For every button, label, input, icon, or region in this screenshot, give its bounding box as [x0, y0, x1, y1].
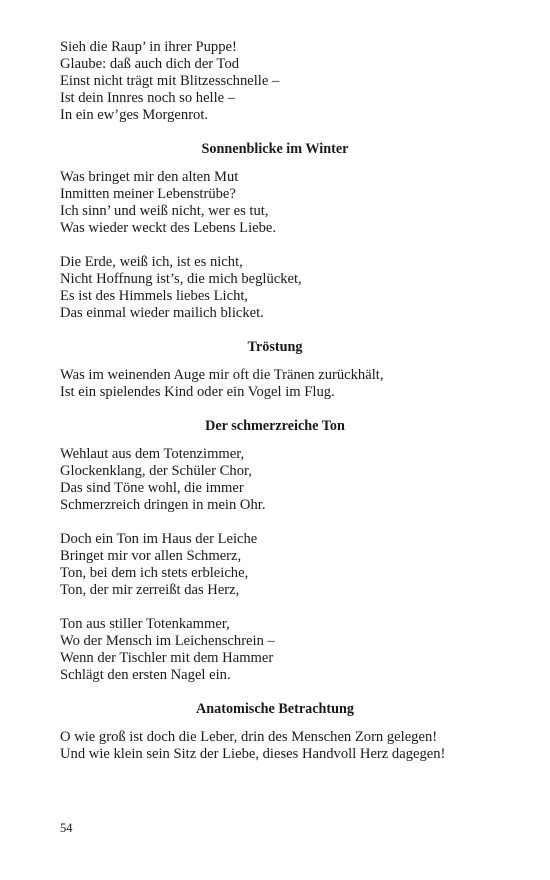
verse-line: Einst nicht trägt mit Blitzesschnelle –: [60, 73, 280, 89]
poem-troestung: [60, 339, 490, 401]
verse-line: Was wieder weckt des Lebens Liebe.: [60, 220, 277, 236]
poem-anatomische-betrachtung: [60, 701, 490, 763]
verse-line: Das sind Töne wohl, die immer: [60, 480, 244, 496]
verse-line: Glaube: daß auch dich der Tod: [60, 56, 240, 72]
verse-line: Und wie klein sein Sitz der Liebe, dieses Handvoll Herz dagegen!: [60, 746, 446, 762]
verse-line: Was bringet mir den alten Mut: [60, 169, 239, 185]
stanza: [60, 446, 490, 514]
verse-line: Die Erde, weiß ich, ist es nicht,: [60, 254, 243, 270]
verse-line: Ist ein spielendes Kind oder ein Vogel im Flug.: [60, 384, 335, 400]
verse-line: Inmitten meiner Lebenstrübe?: [60, 186, 236, 202]
verse-line: Wehlaut aus dem Totenzimmer,: [60, 446, 245, 462]
verse-line: Ton, bei dem ich stets erbleiche,: [60, 565, 249, 581]
verse-line: Ton aus stiller Totenkammer,: [60, 616, 230, 632]
stanza: [60, 729, 490, 763]
verse-line: In ein ew’ges Morgenrot.: [60, 107, 209, 123]
verse-line: Glockenklang, der Schüler Chor,: [60, 463, 252, 479]
stanza: [60, 616, 490, 684]
poem-title: Sonnenblicke im Winter: [201, 141, 349, 157]
stanza: [60, 169, 490, 237]
stanza: [60, 254, 490, 322]
verse-line: Es ist des Himmels liebes Licht,: [60, 288, 249, 304]
verse-line: O wie groß ist doch die Leber, drin des Menschen Zorn gelegen!: [60, 729, 438, 745]
verse-line: Schlägt den ersten Nagel ein.: [60, 667, 231, 683]
poem-title: Anatomische Betrachtung: [195, 701, 355, 717]
verse-line: Doch ein Ton im Haus der Leiche: [60, 531, 258, 547]
opening-stanza: [60, 39, 490, 124]
verse-line: Ton, der mir zerreißt das Herz,: [60, 582, 240, 598]
poem-title: Der schmerzreiche Ton: [205, 418, 345, 434]
stanza: [60, 531, 490, 599]
page-number: 54: [60, 821, 73, 835]
stanza: [60, 367, 490, 401]
poem-title: Tröstung: [247, 339, 303, 355]
verse-line: Bringet mir vor allen Schmerz,: [60, 548, 242, 564]
poem-sonnenblicke-im-winter: [60, 141, 490, 322]
verse-line: Wo der Mensch im Leichenschrein –: [60, 633, 275, 649]
poem-der-schmerzreiche-ton: [60, 418, 490, 684]
verse-line: Ich sinn’ und weiß nicht, wer es tut,: [60, 203, 269, 219]
verse-line: Das einmal wieder mailich blicket.: [60, 305, 264, 321]
verse-line: Nicht Hoffnung ist’s, die mich beglücket,: [60, 271, 302, 287]
verse-line: Wenn der Tischler mit dem Hammer: [60, 650, 274, 666]
book-page: [60, 39, 490, 780]
verse-line: Ist dein Innres noch so helle –: [60, 90, 236, 106]
verse-line: Sieh die Raup’ in ihrer Puppe!: [60, 39, 237, 55]
verse-line: Schmerzreich dringen in mein Ohr.: [60, 497, 266, 513]
verse-line: Was im weinenden Auge mir oft die Tränen zurückhält,: [60, 367, 384, 383]
